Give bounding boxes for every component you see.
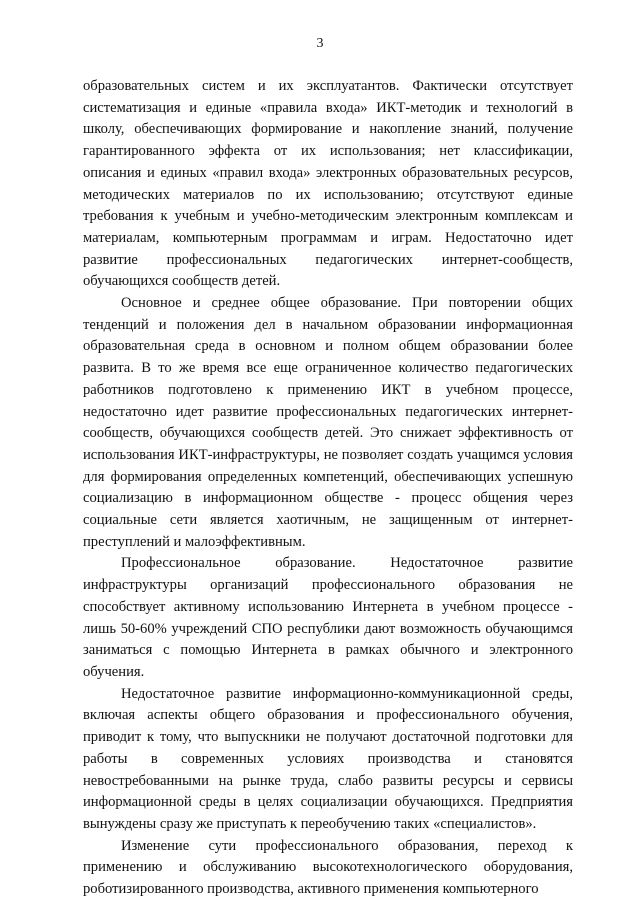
page-body [83, 76, 573, 901]
page-number: 3 [316, 36, 324, 51]
paragraph-continuation: образовательных систем и их эксплуатантов. Фактически отсутствует систематизация и единые «правила входа» ИКТ-методик и технологий в школу, обеспечивающих формирование и накопление знаний, получение гарантированного эффекта от их использования; нет классификации, описания и единых «правил входа» электронных образовательных ресурсов, методических материалов по их использованию; отсутствуют единые требования к учебным и учебно-методическим электронным комплексам и материалам, компьютерным программам и играм. Недостаточно идет развитие профессиональных педагогических интернет-сообществ, обучающихся сообществ детей. [83, 78, 573, 290]
paragraph-general-education: Основное и среднее общее образование. При повторении общих тенденций и положения дел в начальном образовании информационная образовательная среда в основном и полном общем образовании более развита. В то же время все еще ограниченное количество педагогических работников подготовлено к применению ИКТ в учебном процессе, недостаточно идет развитие профессиональных педагогических интернет-сообществ, обучающихся сообществ детей. Это снижает эффективность от использования ИКТ-инфраструктуры, не позволяет создать учащимся условия для формирования определенных компетенций, обеспечивающих успешную социализацию в информационном обществе - процесс общения через социальные сети является хаотичным, не защищенным от интернет-преступлений и малоэффективным. [83, 295, 573, 550]
paragraph-professional-education: Профессиональное образование. Недостаточное развитие инфраструктуры организаций профессионального образования не способствует активному использованию Интернета в учебном процессе - лишь 50-60% учреждений СПО республики дают возможность обучающимся заниматься с помощью Интернета в рамках обычного и электронного обучения. [83, 555, 573, 680]
paragraph-ict-environment: Недостаточное развитие информационно-коммуникационной среды, включая аспекты общего образования и профессионального обучения, приводит к тому, что выпускники не получают достаточной подготовки для работы в современных условиях производства и становятся невостребованными на рынке труда, слабо развиты ресурсы и сервисы информационной среды в целях социализации обучающихся. Предприятия вынуждены сразу же приступать к переобучению таких «специалистов». [83, 685, 573, 832]
paragraph-change-of-education: Изменение сути профессионального образования, переход к применению и обслуживанию высокотехнологического оборудования, роботизированного производства, активного применения компьютерного [83, 837, 573, 898]
